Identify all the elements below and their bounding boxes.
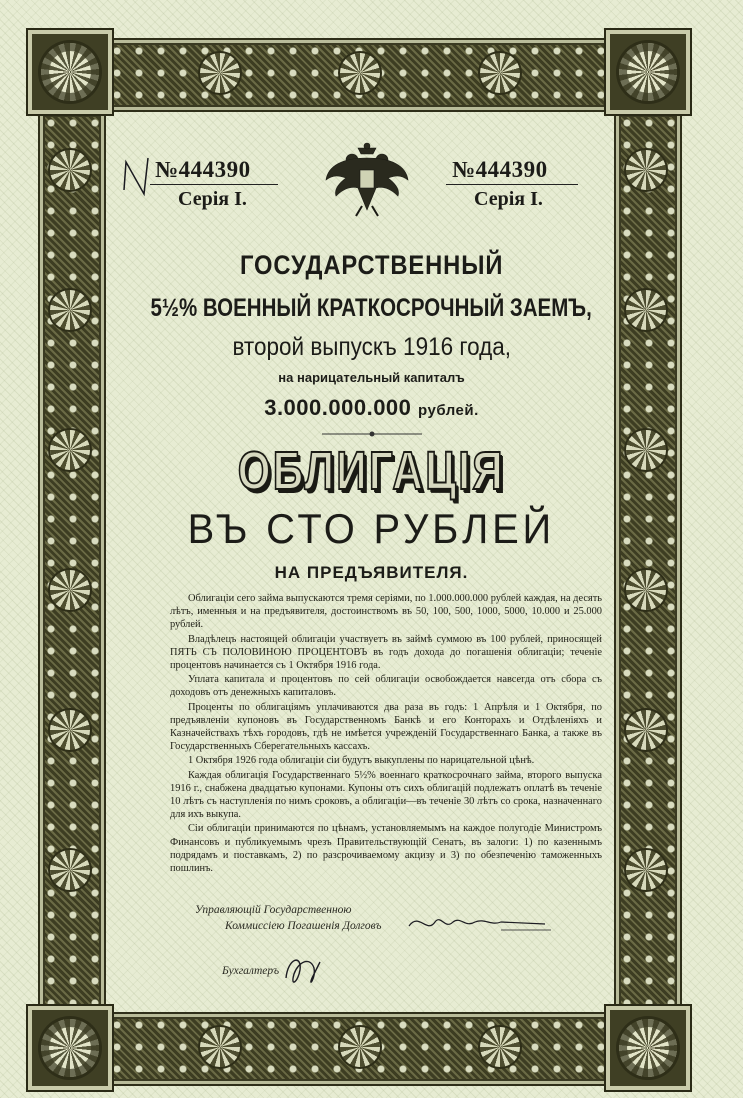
manager-title-line1: Управляющій Государственною [195, 904, 352, 916]
manager-title-line2: Коммиссіею Погашенія Долговъ [225, 920, 382, 932]
series-label-left: Серія I. [178, 188, 247, 210]
heading-line1: ГОСУДАРСТВЕННЫЙ [239, 250, 504, 280]
heading-line4: на нарицательный капиталъ [278, 370, 465, 385]
heading-line2-container [0, 294, 743, 323]
title-word-container [0, 440, 743, 502]
serial-underline-left [150, 184, 278, 185]
term-paragraph: Уплата капитала и процентовъ по сей облигаціи освобождается навсегда отъ сбора съ доходовъ отъ денежныхъ капиталовъ. [170, 674, 602, 699]
capital-line [0, 395, 743, 421]
capital-unit: рублей. [418, 402, 479, 419]
accountant-signature [280, 948, 330, 992]
serial-underline-right [446, 184, 578, 185]
heading-line3: второй выпускъ 1916 года, [232, 333, 511, 361]
accountant-label: Бухгалтеръ [222, 965, 280, 977]
heading-line2: 5½% ВОЕННЫЙ КРАТКОСРОЧНЫЙ ЗАЕМЪ, [150, 294, 593, 322]
corner-ornament-top-right [604, 28, 692, 116]
heading-line3-container [0, 333, 743, 362]
serial-number-left: №444390 [155, 157, 251, 182]
divider-ornament [322, 430, 422, 438]
corner-ornament-top-left [26, 28, 114, 116]
term-paragraph: Проценты по облигаціямъ уплачиваются два раза въ годъ: 1 Апрѣля и 1 Октября, по предъявленіи купоновъ въ Государственномъ Банкѣ и его Конторахъ и Отдѣленіяхъ и Казначействахъ тѣхъ городовъ, гдѣ не имѣется учрежденій Государственнаго Банка, а также въ Государственныхъ Сберегательныхъ кассахъ. [170, 701, 602, 753]
double-headed-eagle-icon [322, 140, 412, 220]
corner-ornament-bottom-right [604, 1004, 692, 1092]
heading-line1-container [0, 250, 743, 281]
denomination: ВЪ СТО РУБЛЕЙ [187, 505, 556, 552]
serial-number-right: №444390 [452, 157, 548, 182]
denomination-container [0, 505, 743, 553]
term-paragraph: Сіи облигаціи принимаются по цѣнамъ, установляемымъ на каждое полугодіе Министромъ Финансовъ и публикуемымъ чрезъ Правительствующій Сенатъ, въ залоги: 1) по казеннымъ подрядамъ и поставкамъ, 2) по разсрочиваемому акцизу и 3) по обезпеченію таможенныхъ пошлинъ. [170, 823, 602, 875]
term-paragraph: Владѣлецъ настоящей облигаціи участвуетъ въ займѣ суммою въ 100 рублей, приносящей ПЯТЬ СЪ ПОЛОВИНОЮ ПРОЦЕНТОВЪ въ годъ дохода до погашенія облигаціи; теченіе процентовъ начинается съ 1 Октября 1916 года. [170, 633, 602, 672]
series-label-right: Серія I. [474, 188, 543, 210]
capital-amount: 3.000.000.000 [264, 395, 412, 420]
terms-text [170, 592, 602, 876]
corner-ornament-bottom-left [26, 1004, 114, 1092]
title-word: ОБЛИГАЦІЯ [237, 441, 506, 501]
term-paragraph: Облигаціи сего займа выпускаются тремя серіями, по 1.000.000.000 рублей каждая, на десять лѣтъ, именныя и на предъявителя, достоинствомъ въ 50, 100, 500, 1000, 5000, 10.000 и 25.000 рублей. [170, 593, 602, 631]
handwritten-mark [118, 150, 158, 200]
holder-label: НА ПРЕДЪЯВИТЕЛЯ. [274, 563, 469, 582]
term-paragraph: 1 Октября 1926 года облигаціи сіи будутъ выкуплены по нарицательной цѣнѣ. [188, 755, 535, 767]
manager-signature [405, 908, 555, 938]
term-paragraph: Каждая облигація Государственнаго 5½% военнаго краткосрочнаго займа, второго выпуска 1916 г., снабжена двадцатью купонами. Купоны отъ сихъ облигацій подлежатъ оплатѣ въ теченіе 10 лѣтъ съ наступленія по нимъ сроковъ, а облигаціи—въ теченіе 30 лѣтъ со срока, назначеннаго для ихъ выкупа. [170, 769, 602, 821]
